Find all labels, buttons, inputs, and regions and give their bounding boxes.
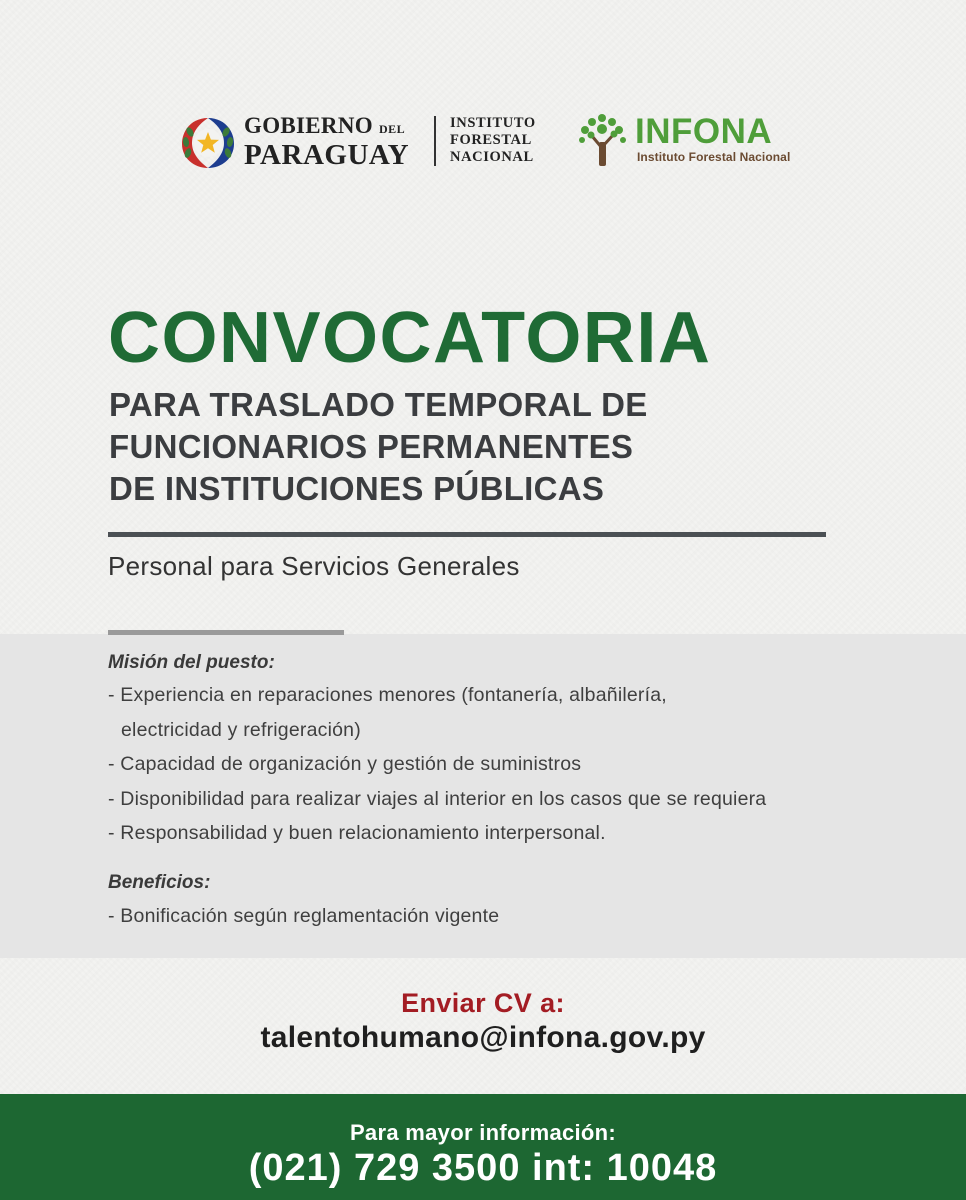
institute-wordmark bbox=[450, 115, 536, 166]
infona-name: INFONA bbox=[635, 112, 773, 151]
institute-line: FORESTAL bbox=[450, 132, 532, 148]
list-item: - Experiencia en reparaciones menores (fontanería, albañilería, bbox=[108, 684, 667, 706]
list-item: - Capacidad de organización y gestión de suministros bbox=[108, 753, 582, 776]
gov-line2: PARAGUAY bbox=[244, 139, 410, 171]
list-item: - Disponibilidad para realizar viajes al interior en los casos que se requiera bbox=[108, 787, 767, 810]
panel-accent-divider bbox=[108, 630, 344, 635]
institute-line: INSTITUTO bbox=[450, 115, 536, 131]
page-title: CONVOCATORIA bbox=[108, 298, 712, 378]
subtitle-line: PARA TRASLADO TEMPORAL DE bbox=[109, 386, 648, 423]
footer-phone[interactable]: (021) 729 3500 int: 10048 bbox=[248, 1147, 718, 1189]
gov-line1-main: GOBIERNO bbox=[244, 113, 373, 138]
footer-label: Para mayor información: bbox=[349, 1120, 617, 1145]
gov-line1-small: DEL bbox=[379, 122, 406, 136]
mission-heading: Misión del puesto: bbox=[108, 652, 275, 673]
contact-email[interactable]: talentohumano@infona.gov.py bbox=[260, 1021, 706, 1054]
benefits-heading: Beneficios: bbox=[108, 872, 211, 893]
list-item: electricidad y refrigeración) bbox=[121, 718, 361, 741]
paraguay-coat-of-arms-icon bbox=[178, 112, 238, 172]
mission-list bbox=[108, 678, 766, 851]
title-subtitle bbox=[109, 384, 648, 510]
institute-line: NACIONAL bbox=[450, 149, 534, 165]
title-divider bbox=[108, 532, 826, 537]
cv-label: Enviar CV a: bbox=[401, 988, 565, 1018]
infona-subtitle: Instituto Forestal Nacional bbox=[637, 150, 791, 164]
tree-icon bbox=[578, 112, 628, 168]
subtitle-line: FUNCIONARIOS PERMANENTES bbox=[109, 428, 634, 465]
benefits-list bbox=[108, 899, 499, 934]
list-item: - Bonificación según reglamentación vigente bbox=[108, 905, 500, 927]
logo-divider bbox=[434, 116, 436, 166]
position-name: Personal para Servicios Generales bbox=[108, 551, 520, 581]
subtitle-line: DE INSTITUCIONES PÚBLICAS bbox=[109, 470, 605, 507]
header-logos bbox=[0, 108, 966, 172]
list-item: - Responsabilidad y buen relacionamiento interpersonal. bbox=[108, 822, 606, 845]
gov-wordmark bbox=[244, 114, 409, 170]
